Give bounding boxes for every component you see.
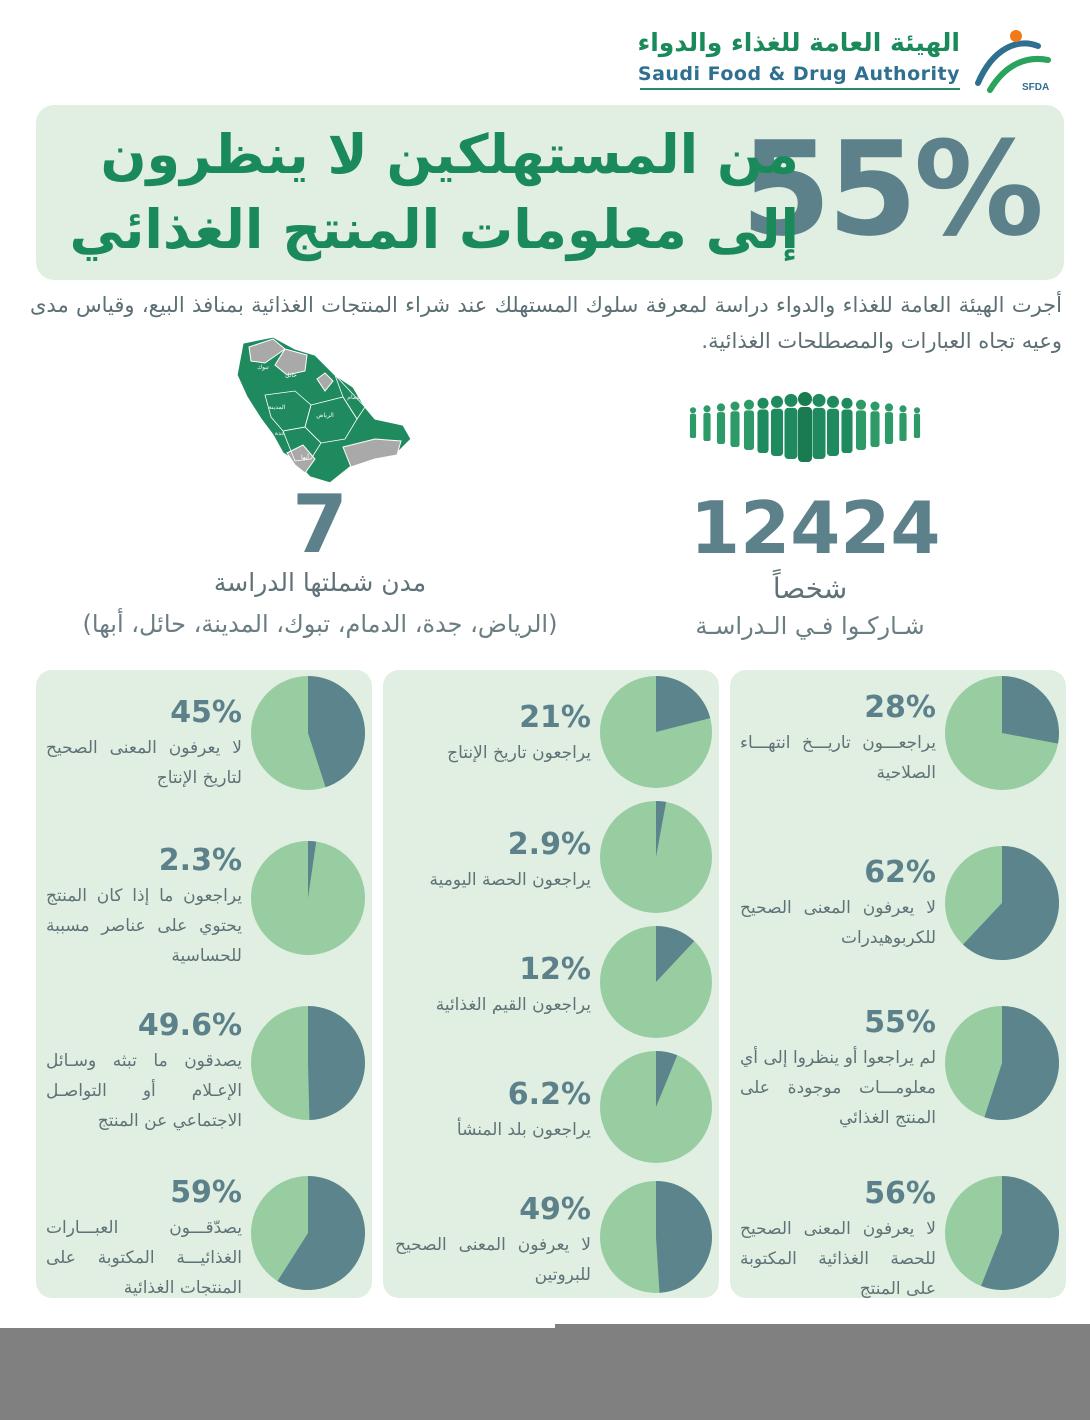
map-label-jeddah: جدة: [274, 431, 286, 437]
person-icon: [827, 396, 839, 456]
hero-banner: [36, 105, 1064, 280]
pie-chart: [250, 1175, 366, 1291]
cities-count: 7: [292, 478, 348, 571]
crowd-icon: [680, 372, 930, 467]
pie-chart: [599, 800, 713, 914]
stat-percent: 49.6%: [137, 1008, 242, 1043]
map-label-dammam: الدمام: [347, 395, 363, 401]
stat-percent: 6.2%: [507, 1077, 591, 1112]
pie-chart: [944, 845, 1060, 961]
stat-percent: 62%: [864, 855, 936, 890]
stat-percent: 2.9%: [507, 827, 591, 862]
person-icon: [870, 402, 879, 448]
stat-description: يراجعـــون تاريـــخ انتهـــاء الصلاحية: [740, 733, 936, 783]
pie-chart: [944, 1005, 1060, 1121]
org-name-english: Saudi Food & Drug Authority: [637, 63, 960, 85]
person-icon: [717, 403, 725, 444]
stat-description: يراجعون الحصة اليومية: [429, 870, 591, 890]
stat-percent: 55%: [864, 1005, 936, 1040]
pie-chart: [250, 1005, 366, 1121]
pie-slice-value: [656, 1181, 712, 1293]
participants-count: 12424: [690, 486, 941, 570]
pie-chart: [944, 675, 1060, 791]
hero-percent: 55%: [740, 113, 1040, 265]
stat-description: يصدّقـــون العبـــارات الغذائيـــة المكتوبة على المنتجات الغذائية: [46, 1218, 242, 1298]
participants-label: شخصاً: [772, 572, 848, 605]
person-icon: [914, 407, 920, 438]
org-name-arabic: الهيئة العامة للغذاء والدواء: [637, 28, 960, 57]
map-label-abha: أبها: [301, 455, 309, 461]
person-icon: [730, 402, 739, 448]
pie-chart: [599, 925, 713, 1039]
stat-description: يراجعون تاريخ الإنتاج: [447, 743, 591, 763]
pie-chart: [250, 840, 366, 956]
person-icon: [744, 400, 754, 450]
sfda-emblem-icon: [968, 28, 1052, 96]
stat-percent: 12%: [519, 952, 591, 987]
participants-sub: شـاركـوا فـي الـدراسـة: [695, 612, 925, 640]
person-icon: [771, 396, 783, 456]
panel-right: [730, 670, 1066, 1298]
pie-chart: [944, 1175, 1060, 1291]
stat-description: يصدقون ما تبثه وسـائل الإعـلام أو التواصـل الاجتماعي عن المنتج: [46, 1051, 242, 1131]
panel-left: [36, 670, 372, 1298]
stat-description: لا يعرفون المعنى الصحيح للحصة الغذائية المكتوبة على المنتج: [740, 1219, 936, 1299]
map-label-tabuk: تبوك: [257, 365, 269, 371]
stat-description: لا يعرفون المعنى الصحيح لتاريخ الإنتاج: [46, 738, 242, 788]
intro-paragraph: أجرت الهيئة العامة للغذاء والدواء دراسة لمعرفة سلوك المستهلك عند شراء المنتجات الغذائية بمنافذ البيع، وقياس مدى وعيه تجاه العبارات والمصطلحات الغذائية.: [30, 293, 1062, 353]
stat-description: يراجعون بلد المنشأ: [456, 1120, 591, 1140]
stat-description: لا يعرفون المعنى الصحيح للبروتين: [395, 1235, 591, 1285]
stat-description: يراجعون ما إذا كان المنتج يحتوي على عناصر مسببة للحساسية: [46, 886, 242, 966]
cities-label: مدن شملتها الدراسة: [213, 568, 427, 597]
stat-percent: 21%: [519, 700, 591, 735]
hero-title-line2: إلى معلومات المنتج الغذائي: [69, 198, 799, 261]
stat-percent: 49%: [519, 1192, 591, 1227]
person-icon: [784, 394, 797, 459]
sfda-badge-text: SFDA: [1022, 82, 1050, 93]
person-icon: [703, 405, 710, 441]
map-label-madinah: المدينة: [268, 405, 286, 411]
pie-chart: [250, 675, 366, 791]
pie-chart: [599, 675, 713, 789]
stat-percent: 28%: [864, 690, 936, 725]
stat-description: لم يراجعوا أو ينظروا إلى أي معلومـــات موجودة على المنتج الغذائي: [740, 1048, 936, 1128]
hero-title-line1: من المستهلكين لا ينظرون: [100, 123, 799, 186]
stat-description: يراجعون القيم الغذائية: [435, 995, 591, 1015]
stat-percent: 45%: [170, 695, 242, 730]
person-icon: [690, 407, 696, 438]
person-icon: [757, 398, 768, 453]
pie-chart: [599, 1180, 713, 1294]
panel-middle: [383, 670, 719, 1298]
map-label-hail: حائل: [285, 373, 297, 379]
person-icon: [856, 400, 866, 450]
person-icon: [812, 394, 825, 459]
stat-percent: 2.3%: [158, 843, 242, 878]
stat-description: لا يعرفون المعنى الصحيح للكربوهيدرات: [740, 898, 936, 948]
stat-percent: 59%: [170, 1175, 242, 1210]
saudi-map-icon: [225, 335, 415, 490]
person-icon: [885, 403, 893, 444]
cities-list: (الرياض، جدة، الدمام، تبوك، المدينة، حائل، أبها): [82, 610, 558, 638]
footer-bar: [0, 1328, 1090, 1420]
pie-slice-value: [1002, 676, 1059, 744]
person-icon: [841, 398, 852, 453]
stat-percent: 56%: [864, 1176, 936, 1211]
person-icon: [899, 405, 906, 441]
map-label-riyadh: الرياض: [316, 413, 334, 419]
pie-chart: [599, 1050, 713, 1164]
logo-divider: [640, 88, 960, 90]
pie-slice-value: [308, 1006, 365, 1120]
sfda-logo: [637, 28, 1060, 96]
person-icon: [798, 392, 812, 462]
